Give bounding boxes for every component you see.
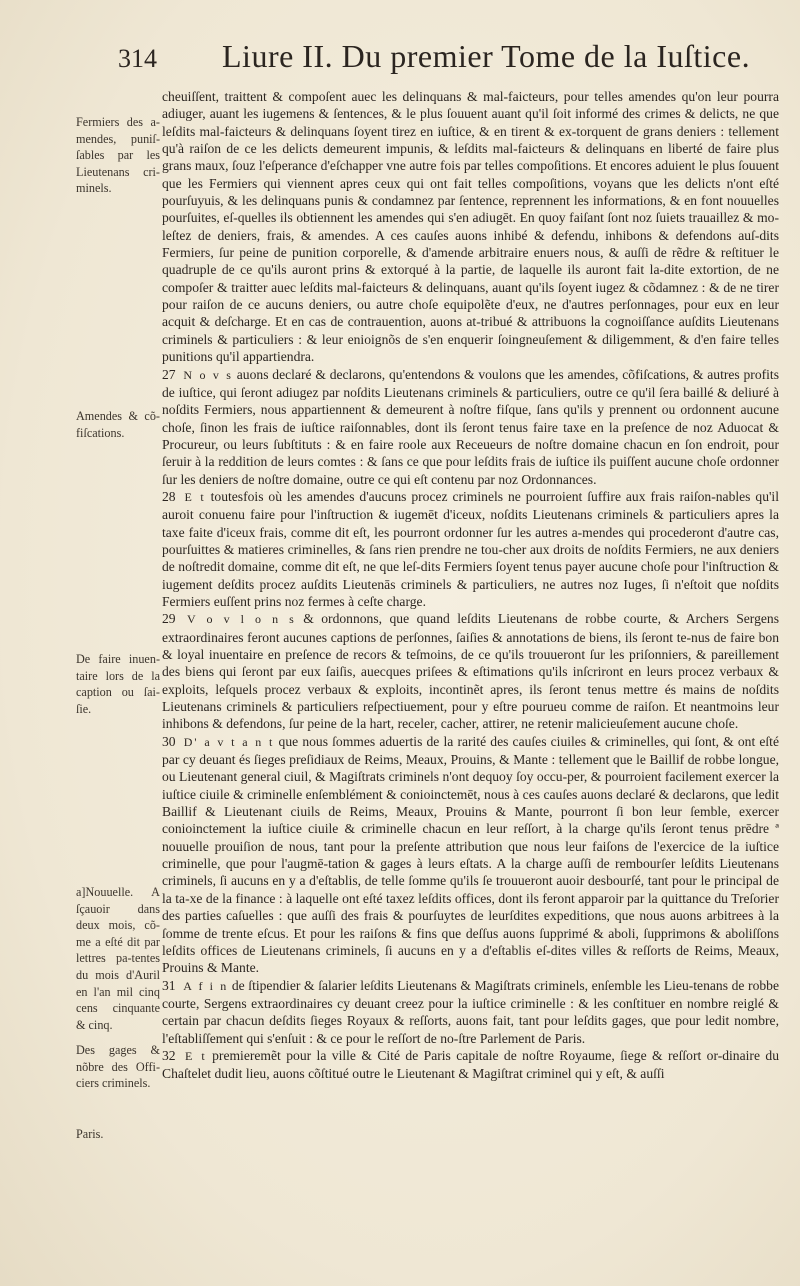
article-lead: V o v l o n s xyxy=(187,612,296,627)
article-number: 27 xyxy=(162,366,176,382)
paragraph-text: premieremẽt pour la ville & Cité de Paris capitale de noſtre Royaume, ſiege & reſſort or-dinaire du Chaſtelet dudit lieu, auons cõſtitué outre le Lieutenant & Magiſtrat criminel qui y eſt, & auſſi xyxy=(162,1047,779,1082)
article-lead: E t xyxy=(184,489,206,504)
paragraph-text: cheuiſſent, traittent & compoſent auec les delinquans & mal-faicteurs, pour telles amendes qu'on leur pourra adiuger, auant les iugemens & ſentences, & le plus ſouuent auant qu'il ſoit informé des crimes & delicts, ne que leſdits mal-faicteurs & delinquans ſoyent tirez en iuſtice, & en tirent & ex-torquent de grans deniers : tellement qu'à raiſon de ce les delicts demeurent impunis, & leſdits mal-faicteurs & delinquans en liberté de faire plus grans maux, ſouz l'eſperance d'eſchapper vne autre fois par telles compoſitions. Et encores aduient le plus ſouuent que les Fermiers qui viennent apres ceux qui ont fait telles compoſitions, voyans que les delicts n'ont eſté pourſuyuis, & les delinquans punis & condamnez par ſentence, reprennent les informations, & en font nouuelles pourſuites, eſ-quelles ils obtiennent les amendes qui s'en adiugēt. En quoy faiſant ſont noz ſuiets trauaillez & mo-leſtez de deniers, frais, & amendes. A ces cauſes auons inhibé & defendu, inhibons & defendons auſ-dits Fermiers, ſur peine de punition corporelle, & d'amende arbitraire enuers nous, & auſſi de rẽdre & reſtituer le quadruple de ce qu'ils auront prins & extorqué à la partie, de laquelle ils auront fait la-dite extortion, de ne compoſer & traitter auec leſdits mal-faicteurs & delinquans, auant qu'ils ſoyent iugez & cõdamnez : & de ne tirer pour raiſon de ce aucuns deniers, ou autre choſe equipolẽte d'eux, ne d'autres perſonnages, pour eux en leur acquit & deſcharge. Et en cas de contrauention, auons at-tribué & attribuons la cognoiſſance auſdits Lieutenans criminels & particuliers : & leur enioignõs de s'en enquerir ſoingneuſement & diligemment, & d'en faire telles punitions qu'il appartiendra. xyxy=(162,89,779,365)
article-number: 29 xyxy=(162,611,176,627)
paragraph-29 xyxy=(162,610,779,732)
paragraph-28 xyxy=(162,488,779,610)
margin-note-nouuelle: a]Nouuelle. A ſçauoir dans deux mois, cõ-me a eſté dit par lettres pa-tentes du mois d'Auril en l'an mil cinq cens cinquante & cinq. xyxy=(76,885,160,1032)
margin-note-amendes: Amendes & cõ-fiſcations. xyxy=(76,409,160,440)
article-number: 31 xyxy=(162,977,176,993)
article-lead: N o v s xyxy=(183,367,233,382)
running-title: Liure II. Du premier Tome de la Iuſtice. xyxy=(222,38,751,74)
article-number: 32 xyxy=(162,1047,176,1063)
article-lead: A f i n xyxy=(183,978,229,993)
article-number: 30 xyxy=(162,733,176,749)
margin-note-inuentaire: De faire inuen-taire lors de la caption ou ſai-ſie. xyxy=(76,652,160,716)
paragraph-text: que nous ſommes aduertis de la rarité des cauſes ciuiles & criminelles, qui ſont, & ont eſté par cy deuant és ſieges preſidiaux de Reims, Meaux, Prouins, & Mante : tellement que le Baillif de robbe longue, ou Lieutenant general ciuil, & Magiſtrats criminels n'ont dequoy ſoy occu-per, & pourroient facilement exercer la iuſtice ciuile & criminelle enſemblément & conioinctemēt, nous à ces cauſes auons declaré & declarons, que ledit Baillif & Lieutenant ciuils de Reims, Meaux, Prouins & Mante, pourront ſi bon leur ſemble, exercer conioinctement la iuſtice ciuile & criminelle chacun en leur reſſort, à la charge qu'ils ſeront tenus prēdre ª nouuelle prouiſion de nous, tant pour la preſente attribution que nous leur faiſons de l'exercice de la iuſtice criminelle, que pour l'augmē-tation & gages à leurs eſtats. A la charge auſſi de rembourſer leſdits Lieutenans criminels, ſi aucuns en y a d'eſtablis, de telle ſomme qu'ils ſe trouueront auoir desbourſé, tant pour le principal de la ta-xe de la finance : à laquelle ont eſté taxez leſdits offices, dont ils feront apparoir par la quittance du Treſorier des parties caſuelles : que auſſi des frais & pourſuytes de leurſdites expeditions, que nous auons arbitrees à la ſomme de trente eſcus. Et pour les raiſons & fins que deſſus auons ſupprimé & aboli, ſupprimons & aboliſſons leſdits offices de Lieutenans criminels, ſi aucuns en y a d'eſtablis eſ-dites villes & reſſorts de Reims, Meaux, Prouins & Mante. xyxy=(162,733,779,976)
paragraph-32 xyxy=(162,1047,779,1083)
main-text xyxy=(162,88,779,1083)
page-header xyxy=(118,38,768,82)
margin-note-paris: Paris. xyxy=(76,1127,104,1141)
article-lead: D' a v t a n t xyxy=(183,734,275,749)
paragraph-27 xyxy=(162,366,779,488)
paragraph-30 xyxy=(162,733,779,977)
margin-note-fermiers: Fermiers des a-mendes, puniſ-ſables par les Lieutenans cri-minels. xyxy=(76,115,160,196)
page-number: 314 xyxy=(118,44,157,73)
paragraph-31 xyxy=(162,977,779,1047)
paragraph-26 xyxy=(162,88,779,366)
margin-note-gages: Des gages & nõbre des Offi-ciers criminels. xyxy=(76,1043,160,1091)
article-number: 28 xyxy=(162,488,176,504)
article-lead: E t xyxy=(185,1048,207,1063)
paragraph-text: & ordonnons, que quand leſdits Lieutenans de robbe courte, & Archers Sergens extraordinaires feront aucunes captions de perſonnes, ſaiſies & annotations de biens, ils ſeront te-nus de faire bon & loyal inuentaire en preſence de recors & teſmoins, de ce qu'ils trouueront ſur les priſonniers, & pareillement des biens qui ſeront par eux ſaiſis, auecques priſees & eſtimations qu'ils inſcriront en leurs procez verbaux & exploits, leſquels procez verbaux & exploits, incontinẽt apres, ils ſeront tenus mettre és mains de noſdits Lieutenans criminels & particuliers reſpectiuement, pour y eſtre pourueu comme de raiſon. Et neantmoins leur inhibons & defendons, ſur peine de la hart, receler, cacher, attirer, ne retenir malicieuſement aucune choſe. xyxy=(162,611,779,732)
paragraph-text: de ſtipendier & ſalarier leſdits Lieutenans & Magiſtrats criminels, enſemble les Lieu-tenans de robbe courte, Sergens extraordinaires cy deuant creez pour la iuſtice criminelle : & les conſtituer en nombre reiglé & certain par chacun deſdits ſieges Royaux & reſſorts, auons fait, tant pour leſdits gages, que pour ledit nombre, l'eſtabliſſement qui s'enſuit : & ce pour le reſſort de no-ſtre Parlement de Paris. xyxy=(162,977,780,1046)
paragraph-text: auons declaré & declarons, qu'entendons & voulons que les amendes, cõfiſcations, & autres profits de iuſtice, qui ſeront adiugez par noſdits Lieutenans criminels & particuliers, outre ce qu'il ſera baillé & deliuré à noſdits Fermiers, nous appartiennent & demeurent à noſtre fiſque, ſans qu'ils y prennent ou ordonnent aucune choſe, ſinon les frais de iuſtice raiſonnables, dont ils ſeront tenus faire taxe en la preſence de noz Aduocat & Procureur, ou leurs ſubſtituts : & en faire roole aux Receueurs de noſtre domaine chacun en ſon endroit, pour ſeruir à la reddition de leurs comtes : & ſans ce que pour leſdits frais de iuſtice ils puiſſent aucune choſe ordonner ſur les deniers de noſtre domaine, outre ce qui eſt contenu par noz Ordonnances. xyxy=(162,366,779,487)
paragraph-text: toutesfois où les amendes d'aucuns procez criminels ne pourroient ſuffire aux frais raiſon-nables qu'il auroit conuenu faire pour l'inſtruction & iugemēt d'iceux, noſdits Lieutenans criminels & particuliers apres la taxe faite d'iceux frais, comme dit eſt, les pourront ordonner ſur les autres a-mendes qui procederont d'autre cas, pourſuittes & matieres criminelles, & ſans rien prendre ne tou-cher aux droits de noſdits Fermiers, ne aux deniers de noſtredit domaine, comme dit eſt, ne que leſ-dits Fermiers ſoyent tenus payer aucune choſe pour l'inſtruction & iugement deſdits procez auſdits Lieutenās criminels & particuliers, ne autres noz Iuges, ſi n'eſtoit que noſdits Fermiers euſſent prins noz fermes à ceſte charge. xyxy=(162,488,779,609)
